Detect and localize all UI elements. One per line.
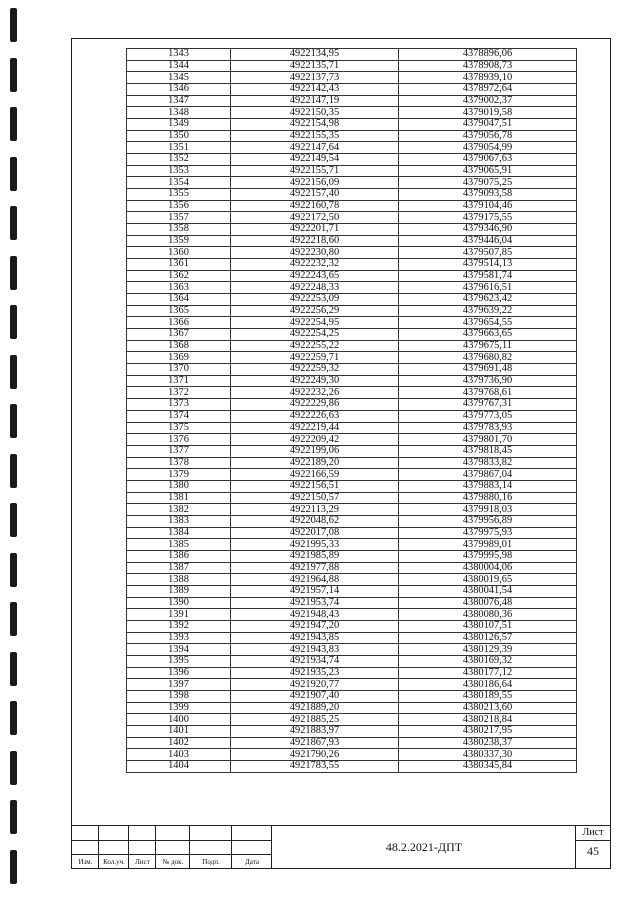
y-coordinate-cell: 4379581,74: [399, 270, 577, 282]
table-row: [127, 655, 577, 667]
point-number-cell: 1379: [127, 469, 231, 481]
y-coordinate-cell: 4379654,55: [399, 317, 577, 329]
tb-label-kol: Кол.уч.: [103, 858, 125, 866]
page-frame: [71, 38, 611, 869]
table-row: [127, 457, 577, 469]
y-coordinate-cell: 4379514,13: [399, 259, 577, 271]
point-number-cell: 1391: [127, 609, 231, 621]
table-row: [127, 492, 577, 504]
table-row: [127, 515, 577, 527]
point-number-cell: 1386: [127, 550, 231, 562]
point-number-cell: 1404: [127, 760, 231, 772]
point-number-cell: 1362: [127, 270, 231, 282]
y-coordinate-cell: 4380080,36: [399, 609, 577, 621]
x-coordinate-cell: 4922160,78: [231, 200, 399, 212]
point-number-cell: 1390: [127, 597, 231, 609]
x-coordinate-cell: 4922189,20: [231, 457, 399, 469]
table-row: [127, 49, 577, 61]
y-coordinate-cell: 4380126,57: [399, 632, 577, 644]
x-coordinate-cell: 4922150,35: [231, 107, 399, 119]
x-coordinate-cell: 4921943,85: [231, 632, 399, 644]
y-coordinate-cell: 4379346,90: [399, 224, 577, 236]
x-coordinate-cell: 4921953,74: [231, 597, 399, 609]
tb-row-line: [72, 854, 272, 855]
point-number-cell: 1396: [127, 667, 231, 679]
y-coordinate-cell: 4380177,12: [399, 667, 577, 679]
table-row: [127, 119, 577, 131]
x-coordinate-cell: 4922142,43: [231, 84, 399, 96]
x-coordinate-cell: 4921920,77: [231, 679, 399, 691]
x-coordinate-cell: 4922156,51: [231, 480, 399, 492]
x-coordinate-cell: 4922201,71: [231, 224, 399, 236]
y-coordinate-cell: 4379867,04: [399, 469, 577, 481]
point-number-cell: 1373: [127, 399, 231, 411]
point-number-cell: 1352: [127, 154, 231, 166]
table-row: [127, 352, 577, 364]
y-coordinate-cell: 4380238,37: [399, 737, 577, 749]
point-number-cell: 1387: [127, 562, 231, 574]
y-coordinate-cell: 4380169,32: [399, 655, 577, 667]
point-number-cell: 1393: [127, 632, 231, 644]
table-row: [127, 270, 577, 282]
coordinates-table-body: [127, 49, 577, 773]
x-coordinate-cell: 4922017,08: [231, 527, 399, 539]
y-coordinate-cell: 4379975,93: [399, 527, 577, 539]
y-coordinate-cell: 4379989,01: [399, 539, 577, 551]
x-coordinate-cell: 4921977,88: [231, 562, 399, 574]
point-number-cell: 1349: [127, 119, 231, 131]
table-row: [127, 224, 577, 236]
x-coordinate-cell: 4922232,26: [231, 387, 399, 399]
point-number-cell: 1346: [127, 84, 231, 96]
table-row: [127, 679, 577, 691]
binder-hole-mark: [10, 701, 17, 735]
y-coordinate-cell: 4379680,82: [399, 352, 577, 364]
table-row: [127, 329, 577, 341]
point-number-cell: 1399: [127, 702, 231, 714]
point-number-cell: 1371: [127, 375, 231, 387]
y-coordinate-cell: 4379054,99: [399, 142, 577, 154]
point-number-cell: 1361: [127, 259, 231, 271]
table-row: [127, 399, 577, 411]
y-coordinate-cell: 4378908,73: [399, 60, 577, 72]
y-coordinate-cell: 4379663,65: [399, 329, 577, 341]
y-coordinate-cell: 4380107,51: [399, 620, 577, 632]
y-coordinate-cell: 4379093,58: [399, 189, 577, 201]
x-coordinate-cell: 4921867,93: [231, 737, 399, 749]
x-coordinate-cell: 4922199,06: [231, 445, 399, 457]
x-coordinate-cell: 4921964,88: [231, 574, 399, 586]
sheet-number: 45: [587, 844, 599, 858]
x-coordinate-cell: 4922248,33: [231, 282, 399, 294]
coordinates-table: [126, 48, 577, 773]
point-number-cell: 1400: [127, 714, 231, 726]
point-number-cell: 1360: [127, 247, 231, 259]
table-row: [127, 212, 577, 224]
x-coordinate-cell: 4922249,30: [231, 375, 399, 387]
x-coordinate-cell: 4922134,95: [231, 49, 399, 61]
y-coordinate-cell: 4379019,58: [399, 107, 577, 119]
x-coordinate-cell: 4922135,71: [231, 60, 399, 72]
point-number-cell: 1388: [127, 574, 231, 586]
y-coordinate-cell: 4379075,25: [399, 177, 577, 189]
point-number-cell: 1369: [127, 352, 231, 364]
table-row: [127, 177, 577, 189]
y-coordinate-cell: 4379639,22: [399, 305, 577, 317]
x-coordinate-cell: 4921935,23: [231, 667, 399, 679]
title-block: [72, 825, 610, 868]
binder-hole-mark: [10, 305, 17, 339]
point-number-cell: 1380: [127, 480, 231, 492]
point-number-cell: 1345: [127, 72, 231, 84]
point-number-cell: 1363: [127, 282, 231, 294]
tb-label-podp: Подп.: [202, 858, 220, 866]
point-number-cell: 1358: [127, 224, 231, 236]
table-row: [127, 480, 577, 492]
y-coordinate-cell: 4380019,65: [399, 574, 577, 586]
table-row: [127, 84, 577, 96]
y-coordinate-cell: 4379047,51: [399, 119, 577, 131]
point-number-cell: 1398: [127, 690, 231, 702]
point-number-cell: 1395: [127, 655, 231, 667]
tb-label-doc: № док.: [162, 858, 184, 866]
x-coordinate-cell: 4922048,62: [231, 515, 399, 527]
point-number-cell: 1351: [127, 142, 231, 154]
y-coordinate-cell: 4378896,06: [399, 49, 577, 61]
y-coordinate-cell: 4380186,64: [399, 679, 577, 691]
table-row: [127, 667, 577, 679]
table-row: [127, 142, 577, 154]
point-number-cell: 1366: [127, 317, 231, 329]
table-row: [127, 702, 577, 714]
table-row: [127, 200, 577, 212]
tb-label-list: Лист: [135, 858, 150, 866]
binder-hole-mark: [10, 157, 17, 191]
table-row: [127, 387, 577, 399]
point-number-cell: 1347: [127, 95, 231, 107]
y-coordinate-cell: 4379065,91: [399, 165, 577, 177]
point-number-cell: 1397: [127, 679, 231, 691]
y-coordinate-cell: 4380213,60: [399, 702, 577, 714]
x-coordinate-cell: 4922149,54: [231, 154, 399, 166]
y-coordinate-cell: 4379736,90: [399, 375, 577, 387]
point-number-cell: 1378: [127, 457, 231, 469]
y-coordinate-cell: 4379056,78: [399, 130, 577, 142]
y-coordinate-cell: 4380041,54: [399, 585, 577, 597]
x-coordinate-cell: 4922147,19: [231, 95, 399, 107]
x-coordinate-cell: 4922172,50: [231, 212, 399, 224]
table-row: [127, 445, 577, 457]
x-coordinate-cell: 4921995,33: [231, 539, 399, 551]
point-number-cell: 1344: [127, 60, 231, 72]
table-row: [127, 189, 577, 201]
y-coordinate-cell: 4380345,84: [399, 760, 577, 772]
x-coordinate-cell: 4922147,64: [231, 142, 399, 154]
y-coordinate-cell: 4379175,55: [399, 212, 577, 224]
x-coordinate-cell: 4922156,09: [231, 177, 399, 189]
point-number-cell: 1368: [127, 340, 231, 352]
y-coordinate-cell: 4379801,70: [399, 434, 577, 446]
y-coordinate-cell: 4379691,48: [399, 364, 577, 376]
table-row: [127, 294, 577, 306]
point-number-cell: 1365: [127, 305, 231, 317]
binder-hole-mark: [10, 404, 17, 438]
x-coordinate-cell: 4922229,86: [231, 399, 399, 411]
binder-hole-mark: [10, 454, 17, 488]
table-row: [127, 527, 577, 539]
table-row: [127, 597, 577, 609]
x-coordinate-cell: 4922232,32: [231, 259, 399, 271]
point-number-cell: 1402: [127, 737, 231, 749]
x-coordinate-cell: 4921948,43: [231, 609, 399, 621]
table-row: [127, 165, 577, 177]
x-coordinate-cell: 4922150,57: [231, 492, 399, 504]
x-coordinate-cell: 4922155,71: [231, 165, 399, 177]
point-number-cell: 1382: [127, 504, 231, 516]
y-coordinate-cell: 4380217,95: [399, 725, 577, 737]
y-coordinate-cell: 4379767,31: [399, 399, 577, 411]
y-coordinate-cell: 4379880,16: [399, 492, 577, 504]
binder-hole-mark: [10, 602, 17, 636]
y-coordinate-cell: 4379623,42: [399, 294, 577, 306]
point-number-cell: 1389: [127, 585, 231, 597]
y-coordinate-cell: 4379616,51: [399, 282, 577, 294]
table-row: [127, 340, 577, 352]
table-row: [127, 749, 577, 761]
x-coordinate-cell: 4921943,83: [231, 644, 399, 656]
y-coordinate-cell: 4379002,37: [399, 95, 577, 107]
table-row: [127, 282, 577, 294]
y-coordinate-cell: 4379104,46: [399, 200, 577, 212]
x-coordinate-cell: 4922255,22: [231, 340, 399, 352]
point-number-cell: 1354: [127, 177, 231, 189]
y-coordinate-cell: 4379768,61: [399, 387, 577, 399]
point-number-cell: 1375: [127, 422, 231, 434]
table-row: [127, 760, 577, 772]
y-coordinate-cell: 4379918,03: [399, 504, 577, 516]
x-coordinate-cell: 4922157,40: [231, 189, 399, 201]
x-coordinate-cell: 4922253,09: [231, 294, 399, 306]
tb-label-izm: Изм.: [78, 858, 93, 866]
table-row: [127, 259, 577, 271]
point-number-cell: 1355: [127, 189, 231, 201]
x-coordinate-cell: 4922230,80: [231, 247, 399, 259]
y-coordinate-cell: 4380189,55: [399, 690, 577, 702]
table-row: [127, 364, 577, 376]
binder-hole-mark: [10, 751, 17, 785]
point-number-cell: 1403: [127, 749, 231, 761]
x-coordinate-cell: 4922209,42: [231, 434, 399, 446]
table-row: [127, 644, 577, 656]
table-row: [127, 130, 577, 142]
binder-hole-mark: [10, 58, 17, 92]
x-coordinate-cell: 4922254,25: [231, 329, 399, 341]
x-coordinate-cell: 4922113,29: [231, 504, 399, 516]
table-row: [127, 60, 577, 72]
y-coordinate-cell: 4380004,06: [399, 562, 577, 574]
table-row: [127, 539, 577, 551]
point-number-cell: 1364: [127, 294, 231, 306]
binder-hole-mark: [10, 355, 17, 389]
point-number-cell: 1383: [127, 515, 231, 527]
x-coordinate-cell: 4921947,20: [231, 620, 399, 632]
point-number-cell: 1359: [127, 235, 231, 247]
y-coordinate-cell: 4379818,45: [399, 445, 577, 457]
point-number-cell: 1401: [127, 725, 231, 737]
table-row: [127, 375, 577, 387]
y-coordinate-cell: 4379675,11: [399, 340, 577, 352]
point-number-cell: 1348: [127, 107, 231, 119]
table-row: [127, 609, 577, 621]
x-coordinate-cell: 4921790,26: [231, 749, 399, 761]
y-coordinate-cell: 4380076,48: [399, 597, 577, 609]
table-row: [127, 632, 577, 644]
y-coordinate-cell: 4379833,82: [399, 457, 577, 469]
point-number-cell: 1372: [127, 387, 231, 399]
x-coordinate-cell: 4921985,89: [231, 550, 399, 562]
point-number-cell: 1392: [127, 620, 231, 632]
x-coordinate-cell: 4922256,29: [231, 305, 399, 317]
point-number-cell: 1367: [127, 329, 231, 341]
point-number-cell: 1381: [127, 492, 231, 504]
point-number-cell: 1385: [127, 539, 231, 551]
binder-hole-mark: [10, 503, 17, 537]
x-coordinate-cell: 4921783,55: [231, 760, 399, 772]
binder-hole-mark: [10, 8, 17, 42]
point-number-cell: 1350: [127, 130, 231, 142]
y-coordinate-cell: 4379067,63: [399, 154, 577, 166]
point-number-cell: 1376: [127, 434, 231, 446]
table-row: [127, 422, 577, 434]
table-row: [127, 690, 577, 702]
table-row: [127, 107, 577, 119]
sheet-label: Лист: [582, 827, 604, 838]
point-number-cell: 1343: [127, 49, 231, 61]
table-row: [127, 737, 577, 749]
x-coordinate-cell: 4921907,40: [231, 690, 399, 702]
table-row: [127, 72, 577, 84]
x-coordinate-cell: 4922154,98: [231, 119, 399, 131]
binder-hole-mark: [10, 256, 17, 290]
binder-hole-mark: [10, 107, 17, 141]
x-coordinate-cell: 4922259,32: [231, 364, 399, 376]
y-coordinate-cell: 4380218,84: [399, 714, 577, 726]
table-row: [127, 562, 577, 574]
y-coordinate-cell: 4379883,14: [399, 480, 577, 492]
point-number-cell: 1356: [127, 200, 231, 212]
table-row: [127, 714, 577, 726]
y-coordinate-cell: 4378972,64: [399, 84, 577, 96]
table-row: [127, 235, 577, 247]
document-code: 48.2.2021-ДПТ: [385, 839, 463, 854]
x-coordinate-cell: 4921883,97: [231, 725, 399, 737]
point-number-cell: 1377: [127, 445, 231, 457]
table-row: [127, 317, 577, 329]
x-coordinate-cell: 4922259,71: [231, 352, 399, 364]
point-number-cell: 1374: [127, 410, 231, 422]
point-number-cell: 1394: [127, 644, 231, 656]
table-row: [127, 620, 577, 632]
x-coordinate-cell: 4922166,59: [231, 469, 399, 481]
x-coordinate-cell: 4922254,95: [231, 317, 399, 329]
x-coordinate-cell: 4922226,63: [231, 410, 399, 422]
binder-hole-mark: [10, 553, 17, 587]
x-coordinate-cell: 4921957,14: [231, 585, 399, 597]
y-coordinate-cell: 4379995,98: [399, 550, 577, 562]
point-number-cell: 1370: [127, 364, 231, 376]
x-coordinate-cell: 4922243,65: [231, 270, 399, 282]
y-coordinate-cell: 4379783,93: [399, 422, 577, 434]
table-row: [127, 410, 577, 422]
sheet-box: [575, 826, 610, 868]
table-row: [127, 247, 577, 259]
table-row: [127, 434, 577, 446]
y-coordinate-cell: 4378939,10: [399, 72, 577, 84]
binder-hole-mark: [10, 800, 17, 834]
binder-hole-mark: [10, 850, 17, 884]
y-coordinate-cell: 4380337,30: [399, 749, 577, 761]
x-coordinate-cell: 4922218,60: [231, 235, 399, 247]
y-coordinate-cell: 4380129,39: [399, 644, 577, 656]
tb-label-data: Дата: [245, 858, 259, 866]
point-number-cell: 1353: [127, 165, 231, 177]
table-row: [127, 574, 577, 586]
table-row: [127, 550, 577, 562]
table-row: [127, 725, 577, 737]
y-coordinate-cell: 4379446,04: [399, 235, 577, 247]
table-row: [127, 154, 577, 166]
x-coordinate-cell: 4922137,73: [231, 72, 399, 84]
x-coordinate-cell: 4921885,25: [231, 714, 399, 726]
table-row: [127, 305, 577, 317]
x-coordinate-cell: 4921889,20: [231, 702, 399, 714]
tb-row-line: [72, 840, 272, 841]
y-coordinate-cell: 4379507,85: [399, 247, 577, 259]
x-coordinate-cell: 4922219,44: [231, 422, 399, 434]
y-coordinate-cell: 4379956,89: [399, 515, 577, 527]
x-coordinate-cell: 4922155,35: [231, 130, 399, 142]
point-number-cell: 1357: [127, 212, 231, 224]
table-row: [127, 469, 577, 481]
sheet-divider: [576, 840, 610, 841]
binder-hole-mark: [10, 206, 17, 240]
x-coordinate-cell: 4921934,74: [231, 655, 399, 667]
y-coordinate-cell: 4379773,05: [399, 410, 577, 422]
table-row: [127, 585, 577, 597]
table-row: [127, 504, 577, 516]
point-number-cell: 1384: [127, 527, 231, 539]
binder-hole-mark: [10, 652, 17, 686]
table-row: [127, 95, 577, 107]
